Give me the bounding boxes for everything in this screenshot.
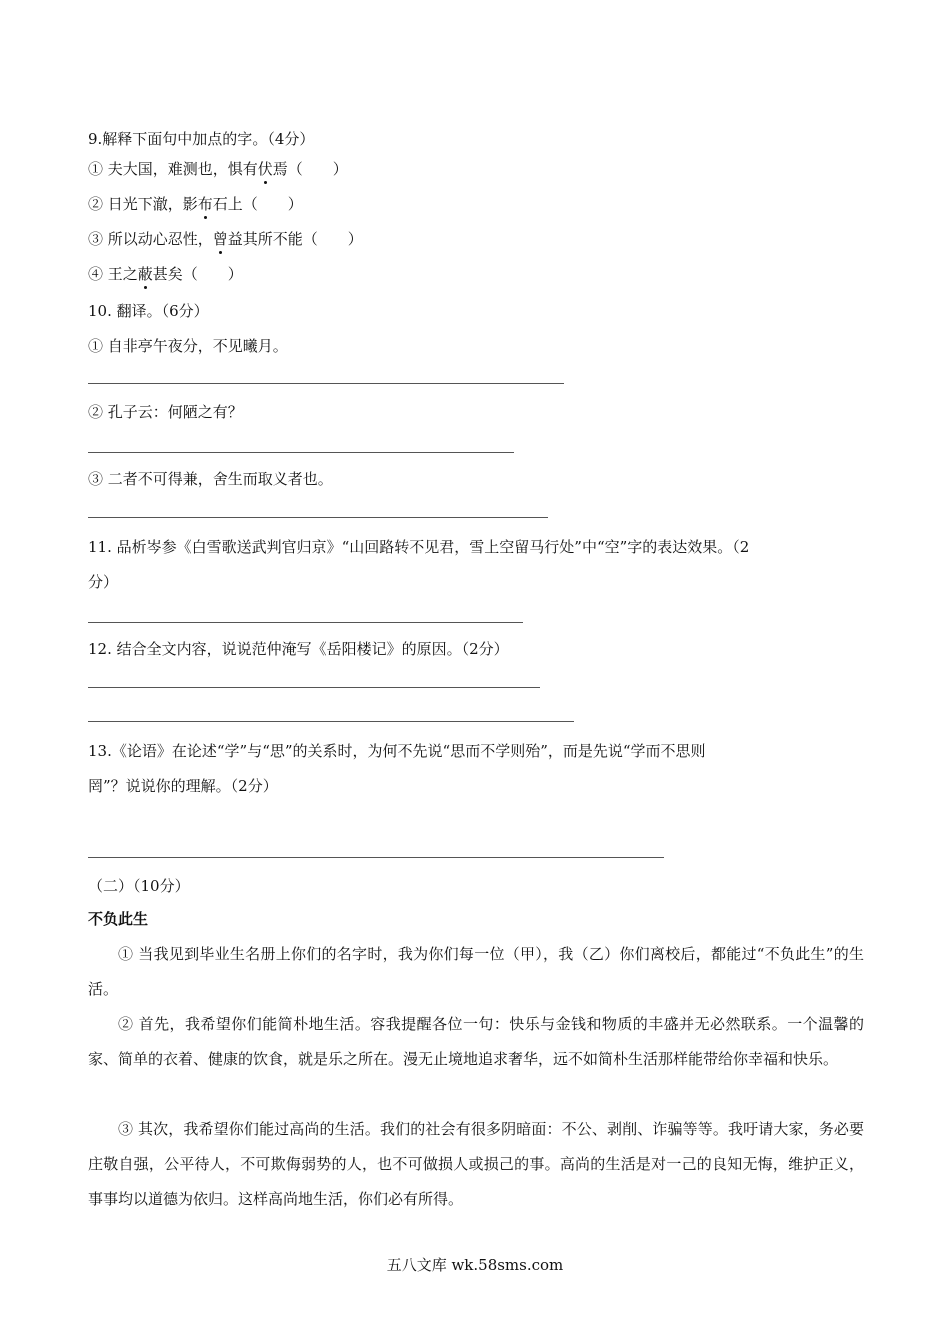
q10-item-1: ① 自非亭午夜分，不见曦月。 bbox=[88, 337, 288, 355]
answer-line bbox=[88, 622, 523, 623]
q11-line-1: 11. 品析岑参《白雪歌送武判官归京》“山回路转不见君，雪上空留马行处”中“空”字的表达效果。（2 bbox=[88, 538, 750, 556]
answer-line bbox=[88, 383, 564, 384]
q9-item-3 bbox=[88, 229, 363, 249]
q9-item-2-post: 石上（ ） bbox=[212, 195, 303, 213]
q9-item-3-pre: ③ 所以动心忍性， bbox=[88, 230, 213, 248]
q9-item-2-dotted-char: 布 bbox=[197, 195, 213, 213]
q9-item-2-pre: ② 日光下澈，影 bbox=[88, 195, 198, 213]
q9-item-2 bbox=[88, 194, 303, 214]
q13-line-1: 13.《论语》在论述“学”与“思”的关系时，为何不先说“思而不学则殆”，而是先说“学而不思则 bbox=[88, 742, 706, 760]
q9-item-1-pre: ① 夫大国，难测也，惧有 bbox=[88, 160, 258, 178]
q9-item-1-post: 焉（ ） bbox=[272, 160, 348, 178]
article-paragraph-1: ① 当我见到毕业生名册上你们的名字时，我为你们每一位（甲），我（乙）你们离校后，都能过“不负此生”的生活。 bbox=[88, 945, 864, 998]
q9-item-4-post: 甚矣（ ） bbox=[152, 265, 243, 283]
answer-line bbox=[88, 721, 574, 722]
section-heading: （二）（10分） bbox=[88, 877, 190, 895]
q9-title: 9.解释下面句中加点的字。（4分） bbox=[88, 130, 315, 148]
q9-item-3-dotted-char: 曾 bbox=[212, 230, 228, 248]
q12-title: 12. 结合全文内容，说说范仲淹写《岳阳楼记》的原因。（2分） bbox=[88, 640, 509, 658]
answer-line bbox=[88, 687, 540, 688]
article-paragraph-3: ③ 其次，我希望你们能过高尚的生活。我们的社会有很多阴暗面：不公、剥削、诈骗等等。我吁请大家，务必要庄敬自强，公平待人，不可欺侮弱势的人，也不可做损人或损己的事。高尚的生活是对一己的良知无悔，维护正义，事事均以道德为依归。这样高尚地生活，你们必有所得。 bbox=[88, 1120, 864, 1208]
q9-item-4-pre: ④ 王之 bbox=[88, 265, 138, 283]
q9-item-4 bbox=[88, 264, 243, 284]
article-title: 不负此生 bbox=[88, 910, 149, 928]
q9-item-4-dotted-char: 蔽 bbox=[137, 265, 153, 283]
answer-line bbox=[88, 517, 548, 518]
q9-item-3-post: 益其所不能（ ） bbox=[227, 230, 363, 248]
q10-title: 10. 翻译。（6分） bbox=[88, 302, 209, 320]
article-paragraph-2: ② 首先，我希望你们能简朴地生活。容我提醒各位一句：快乐与金钱和物质的丰盛并无必然联系。一个温馨的家、简单的衣着、健康的饮食，就是乐之所在。漫无止境地追求奢华，远不如简朴生活那样能带给你幸福和快乐。 bbox=[88, 1015, 864, 1068]
q9-item-1 bbox=[88, 159, 348, 179]
footer-watermark: 五八文库 wk.58sms.com bbox=[386, 1256, 564, 1274]
q9-item-1-dotted-char: 伏 bbox=[257, 160, 273, 178]
q10-item-2: ② 孔子云：何陋之有？ bbox=[88, 403, 243, 421]
answer-line bbox=[88, 452, 514, 453]
q11-line-2: 分） bbox=[88, 573, 119, 591]
q13-line-2: 罔”？说说你的理解。（2分） bbox=[88, 777, 278, 795]
answer-line bbox=[88, 857, 664, 858]
q10-item-3: ③ 二者不可得兼，舍生而取义者也。 bbox=[88, 470, 333, 488]
